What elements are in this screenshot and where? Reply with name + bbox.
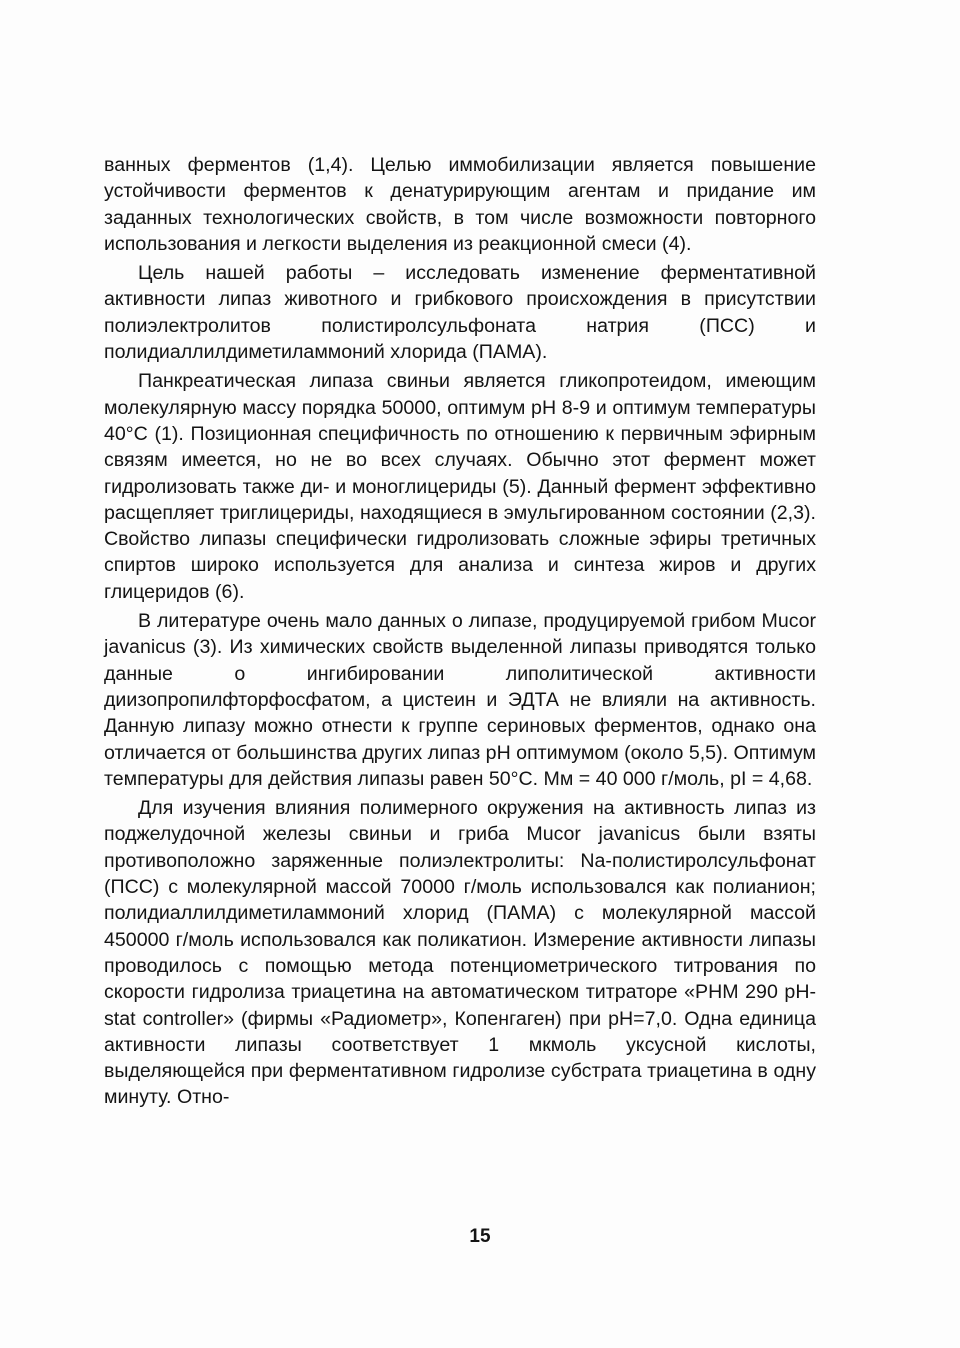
paragraph-1: ванных ферментов (1,4). Целью иммобилизации является повышение устойчивости ферментов к денатурирующим агентам и придание им заданных технологических свойств, в том числе возможности повторного использования и легкости выделения из реакционной смеси (4). (104, 154, 816, 255)
paragraph-3: Панкреатическая липаза свиньи является гликопротеидом, имеющим молекулярную массу порядка 50000, оптимум рН 8-9 и оптимум температуры 40°С (1). Позиционная специфичность по отношению к первичным эфирным связям имеется, но не во всех случаях. Обычно этот фермент может гидролизовать также ди- и моноглицериды (5). Данный фермент эффективно расщепляет триглицериды, находящиеся в эмульгированном состоянии (2,3). Свойство липазы специфически гидролизовать сложные эфиры третичных спиртов широко используется для анализа и синтеза жиров и других глицеридов (6). (104, 370, 816, 603)
paragraph-4: В литературе очень мало данных о липазе, продуцируемой грибом Mucor javanicus (3). Из химических свойств выделенной липазы приводятся только данные о ингибировании липолитической активности диизопропилфторфосфатом, а цистеин и ЭДТА не влияли на активность. Данную липазу можно отнести к группе сериновых ферментов, однако она отличается от большинства других липаз рН оптимумом (около 5,5). Оптимум температуры для действия липазы равен 50°С. Mм = 40 000 г/моль, pI = 4,68. (104, 610, 816, 790)
paragraph-5: Для изучения влияния полимерного окружения на активность липаз из поджелудочной железы свиньи и гриба Mucor javanicus были взяты противоположно заряженные полиэлектролиты: Na-полистиролсульфонат (ПСС) с молекулярной массой 70000 г/моль использовался как полианион; полидиаллилдиметиламмоний хлорид (ПАМА) с молекулярной массой 450000 г/моль использовался как поликатион. Измерение активности липазы проводилось с помощью метода потенциометрического титрования по скорости гидролиза триацетина на автоматическом титраторе «PHM 290 pH-stat controller» (фирмы «Радиометр», Копенгаген) при рН=7,0. Одна единица активности липазы соответствует 1 мкмоль уксусной кислоты, выделяющейся при ферментативном гидролизе субстрата триацетина в одну минуту. Отно- (104, 797, 816, 1109)
page-number: 15 (469, 1226, 491, 1247)
paragraph-2: Цель нашей работы – исследовать изменение ферментативной активности липаз животного и грибкового происхождения в присутствии полиэлектролитов полистиролсульфоната натрия (ПСС) и полидиаллилдиметиламмоний хлорида (ПАМА). (104, 262, 816, 364)
body-text (104, 152, 816, 1114)
